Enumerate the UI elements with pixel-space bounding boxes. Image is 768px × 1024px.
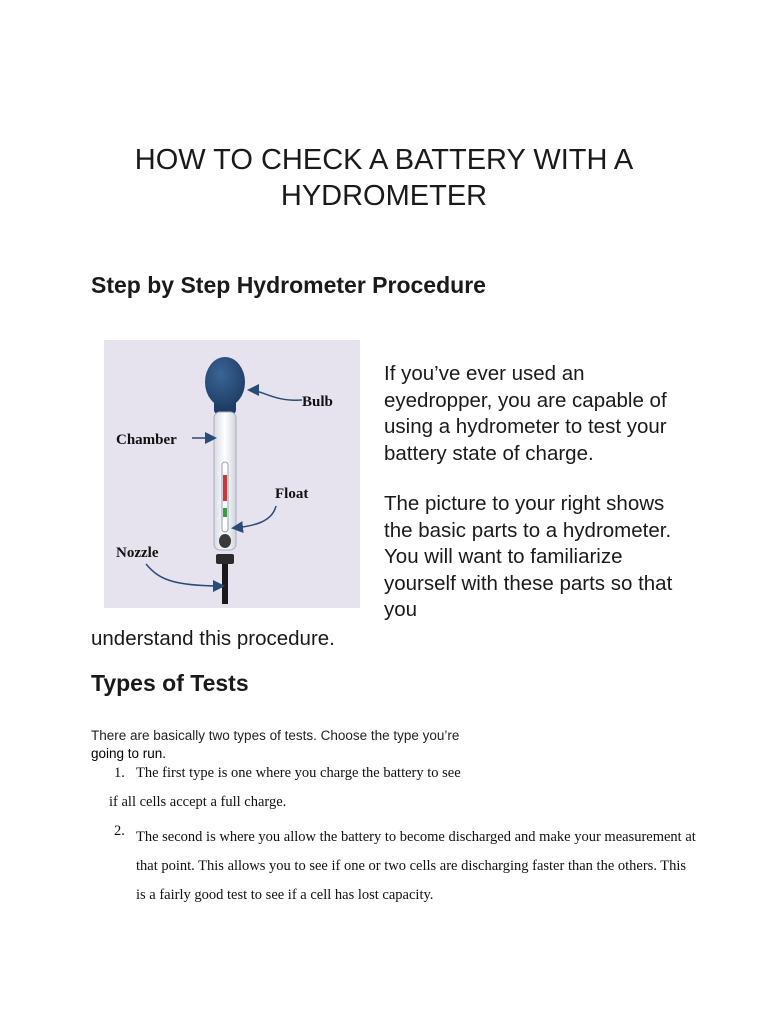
types-heading: Types of Tests — [91, 670, 249, 696]
nozzle-arrow — [146, 564, 222, 586]
types-intro-line1: There are basically two types of tests. Choose the type you’re — [91, 728, 460, 743]
nozzle-tube — [222, 564, 228, 604]
float-red-band — [223, 475, 227, 501]
list-item-text: The first type is one where you charge the battery to see — [136, 765, 461, 781]
list-item-text: The second is where you allow the battery to become discharged and make your measurement at that point. This allows you to see if one or two cells are discharging faster than the others. This is a fairly good test to see if a cell has lost capacity. — [136, 829, 696, 903]
parts-paragraph: The picture to your right shows the basic parts to a hydrometer. You will want to familiarize yourself with these parts so that you — [384, 492, 673, 621]
nozzle-cap — [216, 554, 234, 564]
list-item-continuation: if all cells accept a full charge. — [109, 794, 287, 810]
types-intro-line2: going to run. — [91, 746, 167, 761]
procedure-heading: Step by Step Hydrometer Procedure — [91, 272, 486, 298]
float-arrow — [234, 506, 276, 528]
float-label: Float — [275, 486, 309, 502]
chamber-label: Chamber — [116, 432, 177, 448]
hydrometer-diagram — [104, 340, 360, 608]
page-title: HOW TO CHECK A BATTERY WITH A HYDROMETER — [134, 144, 634, 212]
nozzle-label: Nozzle — [116, 545, 159, 561]
types-intro — [91, 727, 459, 763]
float-weight — [219, 534, 231, 548]
float-green-band — [223, 508, 227, 517]
hydrometer-figure — [104, 340, 360, 608]
parts-paragraph-tail: understand this procedure. — [91, 627, 335, 650]
list-item-number: 1. — [114, 765, 125, 781]
bulb-label: Bulb — [302, 394, 333, 410]
bulb-shape — [205, 357, 245, 407]
bulb-arrow — [250, 390, 302, 400]
list-item-number: 2. — [114, 823, 125, 839]
intro-paragraph: If you’ve ever used an eyedropper, you are capable of using a hydrometer to test your battery state of charge. — [384, 362, 667, 465]
